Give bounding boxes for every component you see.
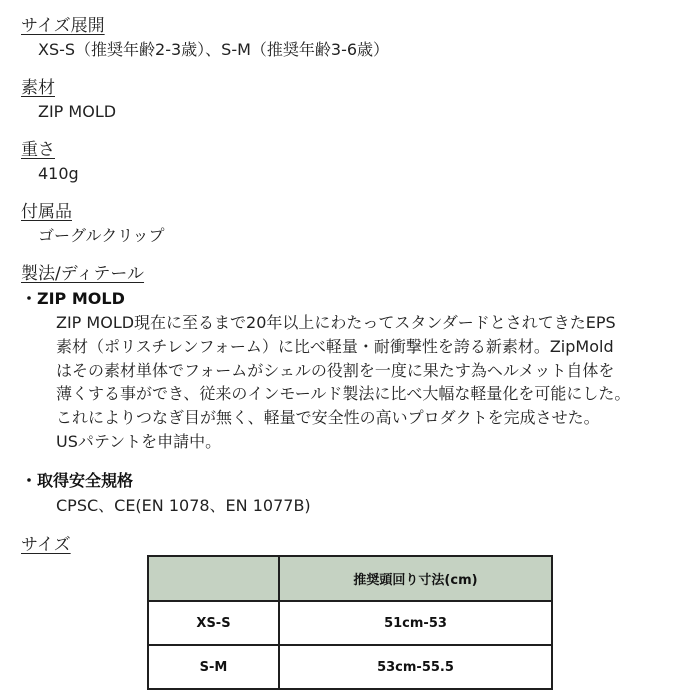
material-heading: 素材 bbox=[21, 78, 55, 98]
details-heading: 製法/ディテール bbox=[21, 264, 145, 284]
description-line: USパテントを申請中。 bbox=[56, 431, 222, 451]
safety-value: CPSC、CE(EN 1078、EN 1077B) bbox=[56, 496, 311, 515]
zip-mold-title: ・ZIP MOLD bbox=[21, 289, 125, 308]
table-row bbox=[148, 645, 552, 689]
material-value: ZIP MOLD bbox=[38, 102, 117, 121]
table-cell-size: S-M bbox=[148, 645, 279, 689]
description-line: これによりつなぎ目が無く、軽量で安全性の高いプロダクトを完成させた。 bbox=[56, 408, 600, 428]
safety-title: ・取得安全規格 bbox=[21, 471, 134, 490]
size-range-value: XS-S（推奨年齢2-3歳）、S-M（推奨年齢3-6歳） bbox=[38, 40, 390, 59]
accessories-value: ゴーグルクリップ bbox=[38, 226, 165, 245]
table-header-cell bbox=[148, 556, 279, 601]
description-line: 薄くする事ができ、従来のインモールド製法に比べ大幅な軽量化を可能にした。 bbox=[56, 384, 631, 404]
description-line: はその素材単体でフォームがシェルの役割を一度に果たす為ヘルメット自体を bbox=[56, 360, 615, 380]
table-row bbox=[148, 601, 552, 645]
weight-value: 410g bbox=[38, 164, 79, 183]
zip-mold-description bbox=[56, 311, 630, 454]
table-cell-size: XS-S bbox=[148, 601, 279, 645]
size-heading: サイズ bbox=[21, 535, 71, 555]
table-header-row bbox=[148, 556, 552, 601]
weight-heading: 重さ bbox=[21, 140, 55, 160]
accessories-heading: 付属品 bbox=[21, 202, 72, 222]
description-line: 素材（ポリスチレンフォーム）に比べ軽量・耐衝撃性を誇る新素材。ZipMold bbox=[56, 336, 614, 356]
table-cell-measure: 51cm-53 bbox=[279, 601, 552, 645]
size-range-heading: サイズ展開 bbox=[21, 16, 105, 36]
table-header-cell: 推奨頭回り寸法(cm) bbox=[279, 556, 552, 601]
size-table bbox=[147, 555, 553, 690]
description-line: ZIP MOLD現在に至るまで20年以上にわたってスタンダードとされてきたEPS bbox=[56, 313, 616, 332]
table-cell-measure: 53cm-55.5 bbox=[279, 645, 552, 689]
